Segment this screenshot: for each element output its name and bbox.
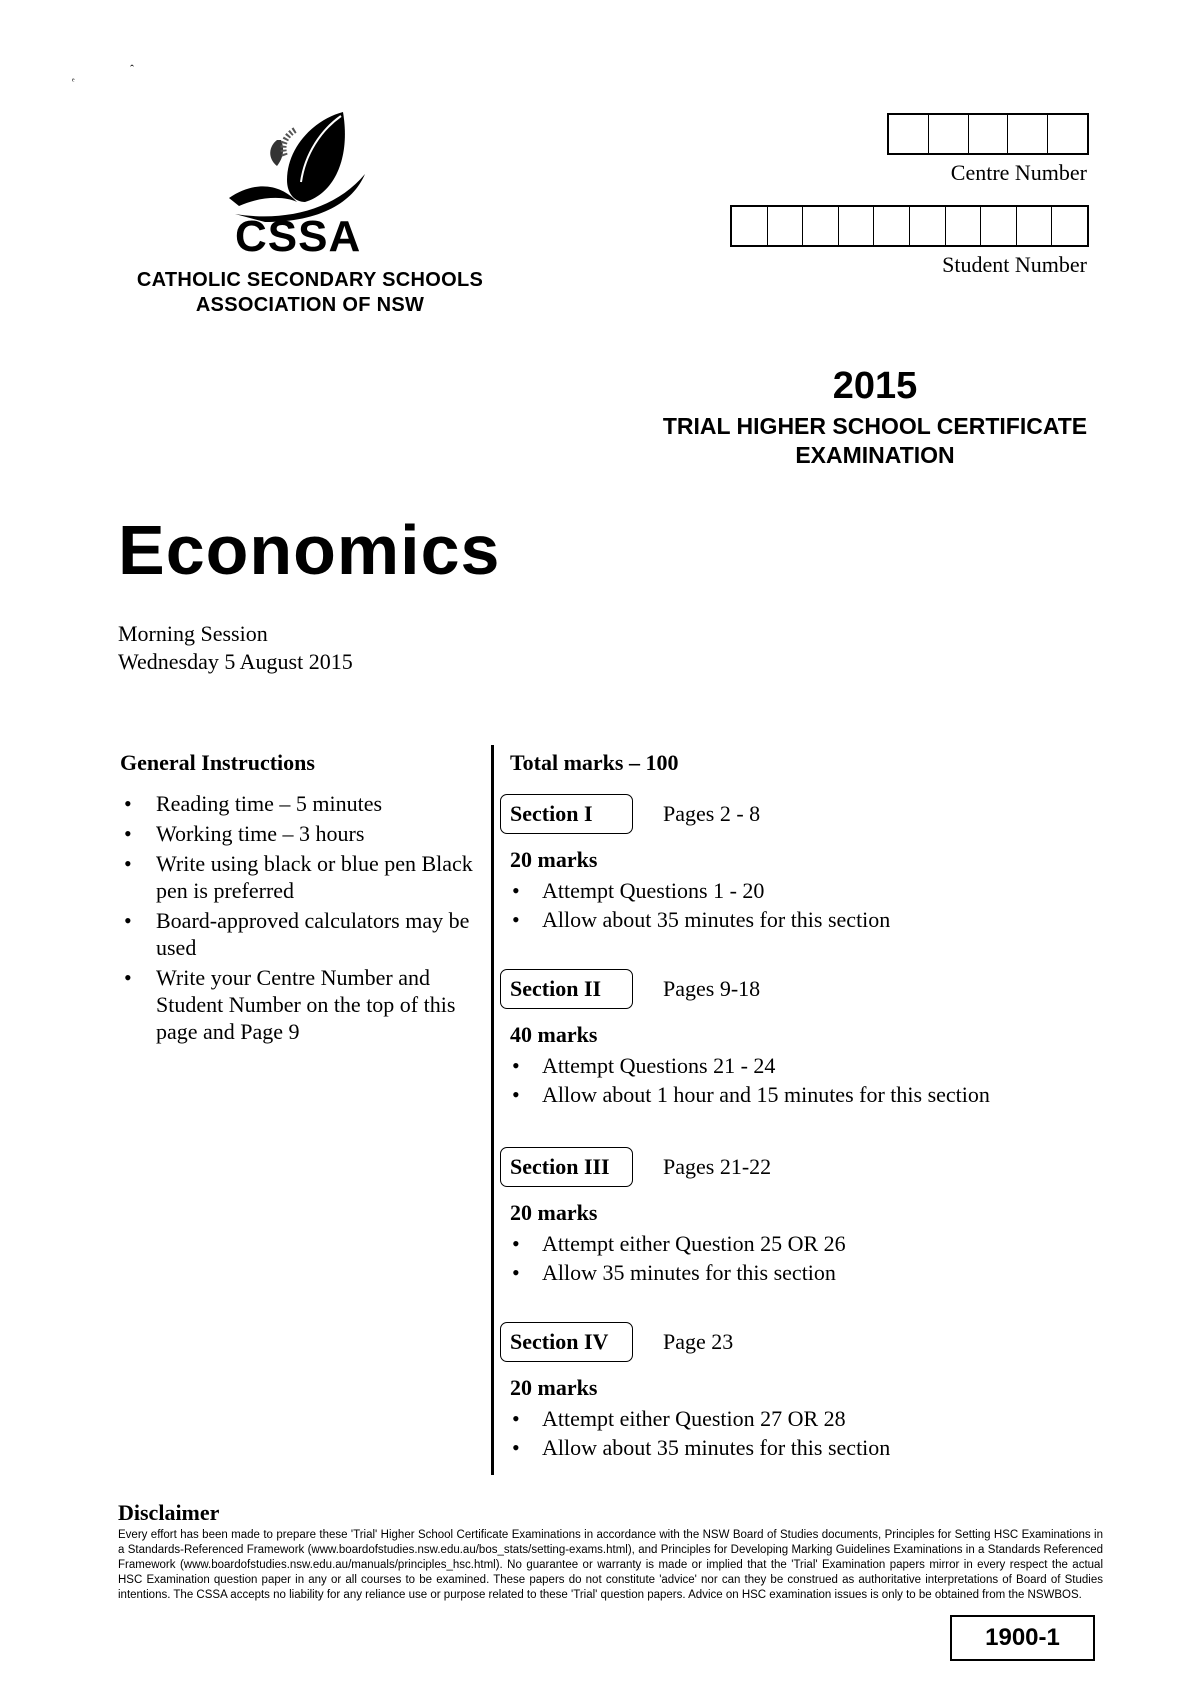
section-instruction-item: • Attempt Questions 1 - 20 xyxy=(500,876,1100,905)
section-1 xyxy=(500,792,1100,934)
section-label-box: Section I xyxy=(500,794,633,834)
section-instructions xyxy=(500,876,1100,934)
section-marks: 20 marks xyxy=(510,1375,598,1400)
student-number-box[interactable] xyxy=(874,207,910,245)
section-pages: Pages 21-22 xyxy=(663,1154,772,1179)
student-number-box[interactable] xyxy=(839,207,875,245)
session-info xyxy=(118,620,353,676)
exam-title-line-2: EXAMINATION xyxy=(795,442,955,468)
section-label-box: Section II xyxy=(500,969,633,1009)
centre-number-box[interactable] xyxy=(1008,115,1048,153)
org-name-line-2: ASSOCIATION OF NSW xyxy=(195,294,425,316)
student-number-box[interactable] xyxy=(803,207,839,245)
section-instructions xyxy=(500,1229,1100,1287)
student-number-box[interactable] xyxy=(732,207,768,245)
centre-number-box[interactable] xyxy=(1048,115,1087,153)
section-4 xyxy=(500,1320,1100,1462)
student-number-box[interactable] xyxy=(910,207,946,245)
section-instructions xyxy=(500,1404,1100,1462)
section-label-box: Section IV xyxy=(500,1322,633,1362)
section-2 xyxy=(500,967,1100,1109)
subject-title: Economics xyxy=(118,511,501,589)
instruction-item: • Board-approved calculators may be used xyxy=(120,907,485,961)
scan-mark: ᵉ xyxy=(72,76,75,87)
org-abbreviation: CSSA xyxy=(235,212,362,261)
exam-date: Wednesday 5 August 2015 xyxy=(118,649,353,674)
session-name: Morning Session xyxy=(118,621,268,646)
section-instruction-item: • Attempt either Question 25 OR 26 xyxy=(500,1229,1100,1258)
student-number-box[interactable] xyxy=(1052,207,1087,245)
student-number-box[interactable] xyxy=(981,207,1017,245)
general-instructions-heading: General Instructions xyxy=(120,750,315,775)
section-marks: 40 marks xyxy=(510,1022,598,1047)
disclaimer-text: Every effort has been made to prepare these 'Trial' Higher School Certificate Examinations in accordance with the NSW Board of Studies documents, Principles for Setting HSC Examinations in a Standards-Referenced Framework (www.boardofstudies.nsw.edu.au/bos_stats/setting-exams.html), and Principles for Developing Marking Guidelines Examinations in a Standards Referenced Framework (www.boardofstudies.nsw.edu.au/manuals/principles_hsc.html). No guarantee or warranty is made or implied that the 'Trial' Examination papers mirror in every respect the actual HSC Examination question paper in any or all courses to be examined. These papers do not constitute 'advice' nor can they be construed as authoritative interpretations of Board of Studies intentions. The CSSA accepts no liability for any reliance use or purpose related to these 'Trial' question papers. Advice on HSC examination issues is only to be obtained from the NSWBOS. xyxy=(118,1529,1103,1601)
student-number-box[interactable] xyxy=(768,207,804,245)
scan-mark: ˆ xyxy=(130,62,134,76)
centre-number-box[interactable] xyxy=(969,115,1009,153)
centre-number-label: Centre Number xyxy=(950,160,1087,185)
org-name xyxy=(110,268,510,318)
section-instructions xyxy=(500,1051,1100,1109)
exam-title xyxy=(640,412,1110,470)
column-divider xyxy=(491,745,494,1475)
exam-year: 2015 xyxy=(832,365,918,407)
student-number-box[interactable] xyxy=(1017,207,1053,245)
centre-number-boxes[interactable] xyxy=(887,113,1089,155)
student-number-label: Student Number xyxy=(942,252,1087,277)
section-pages: Page 23 xyxy=(663,1329,734,1354)
instruction-item: • Write your Centre Number and Student Number on the top of this page and Page 9 xyxy=(120,964,485,1045)
student-number-boxes[interactable] xyxy=(730,205,1089,247)
centre-number-box[interactable] xyxy=(929,115,969,153)
exam-title-line-1: TRIAL HIGHER SCHOOL CERTIFICATE xyxy=(662,413,1088,439)
student-number-box[interactable] xyxy=(946,207,982,245)
section-marks: 20 marks xyxy=(510,1200,598,1225)
section-instruction-item: • Attempt Questions 21 - 24 xyxy=(500,1051,1100,1080)
section-3 xyxy=(500,1145,1100,1287)
section-instruction-item: • Allow about 35 minutes for this section xyxy=(500,1433,1100,1462)
general-instructions-list xyxy=(120,790,485,1048)
org-name-line-1: CATHOLIC SECONDARY SCHOOLS xyxy=(136,269,484,291)
disclaimer-heading: Disclaimer xyxy=(118,1500,220,1525)
instruction-item: • Reading time – 5 minutes xyxy=(120,790,485,817)
instruction-item: • Working time – 3 hours xyxy=(120,820,485,847)
paper-code: 1900-1 xyxy=(950,1615,1095,1661)
section-label-box: Section III xyxy=(500,1147,633,1187)
section-pages: Pages 2 - 8 xyxy=(663,801,761,826)
section-instruction-item: • Attempt either Question 27 OR 28 xyxy=(500,1404,1100,1433)
total-marks: Total marks – 100 xyxy=(510,750,679,775)
section-pages: Pages 9-18 xyxy=(663,976,761,1001)
instruction-item: • Write using black or blue pen Black pen is preferred xyxy=(120,850,485,904)
section-marks: 20 marks xyxy=(510,847,598,872)
section-instruction-item: • Allow about 1 hour and 15 minutes for this section xyxy=(500,1080,1100,1109)
section-instruction-item: • Allow about 35 minutes for this section xyxy=(500,905,1100,934)
centre-number-box[interactable] xyxy=(889,115,929,153)
section-instruction-item: • Allow 35 minutes for this section xyxy=(500,1258,1100,1287)
